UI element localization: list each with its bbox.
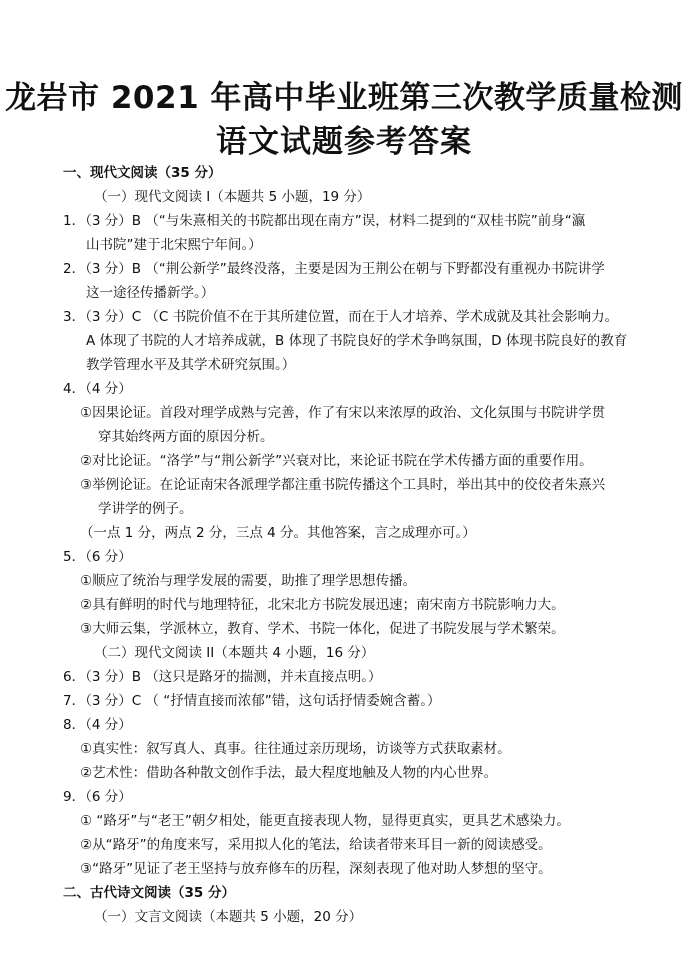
answer-line: ③大师云集，学派林立，教育、学术、书院一体化，促进了书院发展与学术繁荣。 xyxy=(80,621,565,637)
answer-line: 这一途径传播新学。） xyxy=(86,285,215,301)
document-title-line1: 龙岩市 2021 年高中毕业班第三次教学质量检测 xyxy=(5,80,683,116)
subsection-heading: （一）现代文阅读 I（本题共 5 小题，19 分） xyxy=(94,189,371,205)
answer-line: A 体现了书院的人才培养成就，B 体现了书院良好的学术争鸣氛围，D 体现书院良好的教育 xyxy=(86,333,628,349)
answer-line: 7．（3 分）C （ “抒情直接而浓郁”错，这句话抒情委婉含蓄。） xyxy=(63,693,441,709)
answer-line: ①因果论证。首段对理学成熟与完善，作了有宋以来浓厚的政治、文化氛围与书院讲学贯 xyxy=(80,405,606,421)
answer-line: ①顺应了统治与理学发展的需要，助推了理学思想传播。 xyxy=(80,573,417,589)
answer-line: ③“路牙”见证了老王坚持与放弃修车的历程，深刻表现了他对助人梦想的坚守。 xyxy=(80,861,552,877)
answer-line: 6．（3 分）B （这只是路牙的揣测，并未直接点明。） xyxy=(63,669,382,685)
answer-line: 1．（3 分）B （“与朱熹相关的书院都出现在南方”误，材料二提到的“双桂书院”前身“瀛 xyxy=(63,213,586,229)
answer-line: 穿其始终两方面的原因分析。 xyxy=(98,429,274,445)
answer-line: ②对比论证。“洛学”与“荆公新学”兴衰对比，来论证书院在学术传播方面的重要作用。 xyxy=(80,453,593,469)
answer-line: 4．（4 分） xyxy=(63,381,132,397)
answer-line: 5．（6 分） xyxy=(63,549,132,565)
subsection-heading: （一）文言文阅读（本题共 5 小题，20 分） xyxy=(94,909,363,925)
section-heading: 二、古代诗文阅读（35 分） xyxy=(63,885,235,901)
answer-line: ②艺术性：借助各种散文创作手法，最大程度地触及人物的内心世界。 xyxy=(80,765,498,781)
answer-line: 9．（6 分） xyxy=(63,789,132,805)
document-title-line2: 语文试题参考答案 xyxy=(216,124,472,160)
answer-line: ① “路牙”与“老王”朝夕相处，能更直接表现人物，显得更真实，更具艺术感染力。 xyxy=(80,813,570,829)
answer-line: 山书院”建于北宋熙宁年间。） xyxy=(86,237,262,253)
answer-line: ②具有鲜明的时代与地理特征，北宋北方书院发展迅速；南宋南方书院影响力大。 xyxy=(80,597,565,613)
answer-line: 学讲学的例子。 xyxy=(98,501,193,517)
answer-line: ③举例论证。在论证南宋各派理学都注重书院传播这个工具时，举出其中的佼佼者朱熹兴 xyxy=(80,477,606,493)
answer-line: 8．（4 分） xyxy=(63,717,132,733)
section-heading: 一、现代文阅读（35 分） xyxy=(63,165,222,181)
answer-line: 2．（3 分）B （“荆公新学”最终没落，主要是因为王荆公在朝与下野都没有重视办书院讲学 xyxy=(63,261,605,277)
scoring-note: （一点 1 分，两点 2 分，三点 4 分。其他答案，言之成理亦可。） xyxy=(80,525,476,541)
answer-line: ②从“路牙”的角度来写，采用拟人化的笔法，给读者带来耳目一新的阅读感受。 xyxy=(80,837,552,853)
answer-line: ①真实性：叙写真人、真事。往往通过亲历现场，访谈等方式获取素材。 xyxy=(80,741,511,757)
subsection-heading: （二）现代文阅读 II（本题共 4 小题，16 分） xyxy=(94,645,375,661)
answer-line: 3．（3 分）C （C 书院价值不在于其所建位置，而在于人才培养、学术成就及其社会影响力。 xyxy=(63,309,619,325)
answer-line: 教学管理水平及其学术研究氛围。） xyxy=(86,357,296,373)
